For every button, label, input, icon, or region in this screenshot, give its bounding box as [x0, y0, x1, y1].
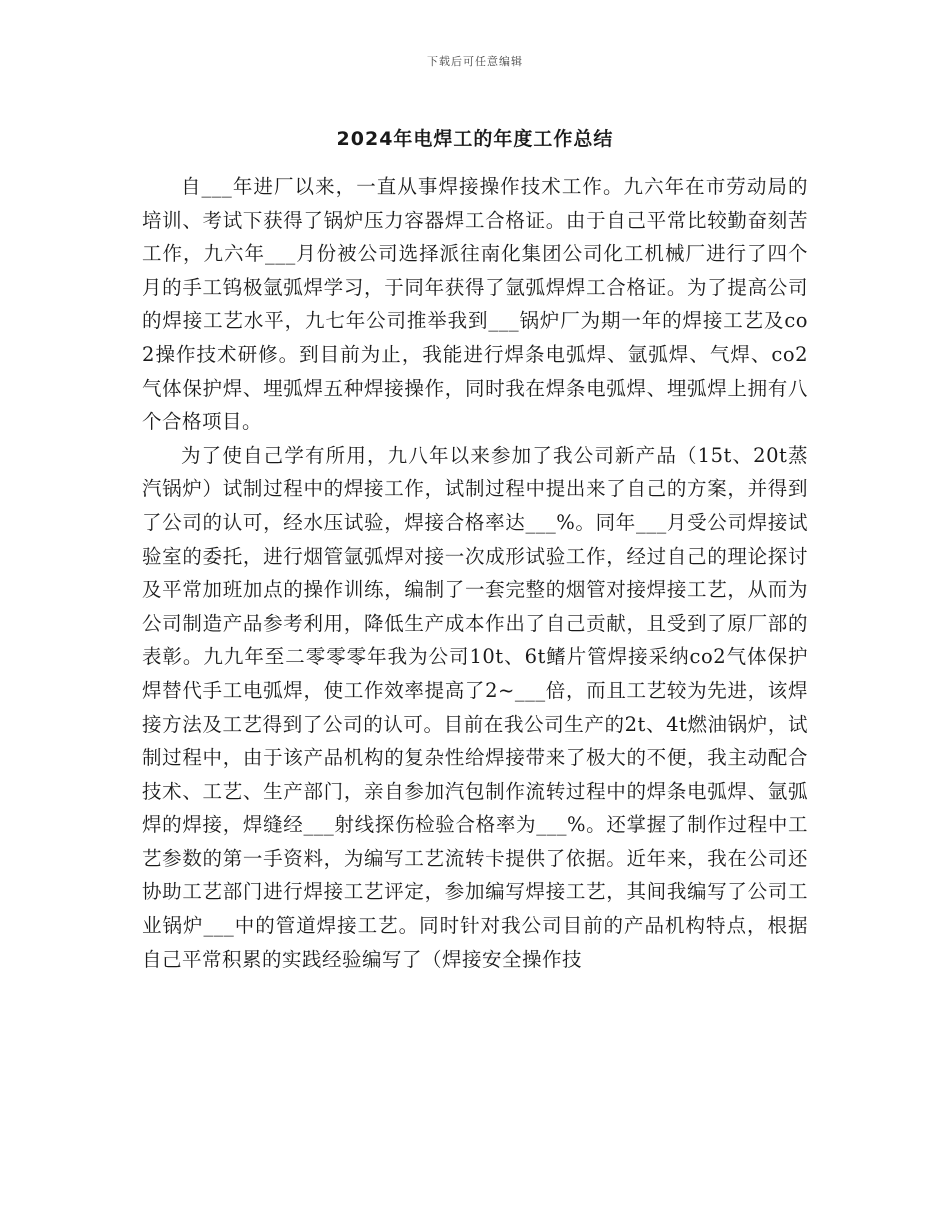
document-title: 2024年电焊工的年度工作总结 — [336, 128, 614, 150]
header-note: 下载后可任意编辑 — [427, 55, 523, 68]
paragraph-2: 为了使自己学有所用，九八年以来参加了我公司新产品（15t、20t蒸汽锅炉）试制过程中的焊接工作，试制过程中提出来了自己的方案，并得到了公司的认可，经水压试验，焊接合格率达___%。同年___月受公司焊接试验室的委托，进行烟管氩弧焊对接一次成形试验工作，经过自己的理论探讨及平常加班加点的操作训练，编制了一套完整的烟管对接焊接工艺，从而为公司制造产品参考利用，降低生产成本作出了自己贡献，且受到了原厂部的表彰。九九年至二零零零年我为公司10t、6t鳍片管焊接采纳co2气体保护焊替代手工电弧焊，使工作效率提高了2~___倍，而且工艺较为先进，该焊接方法及工艺得到了公司的认可。目前在我公司生产的2t、4t燃油锅炉，试制过程中，由于该产品机构的复杂性给焊接带来了极大的不便，我主动配合技术、工艺、生产部门，亲自参加汽包制作流转过程中的焊条电弧焊、氩弧焊的焊接，焊缝经___射线探伤检验合格率为___%。还掌握了制作过程中工艺参数的第一手资料，为编写工艺流转卡提供了依据。近年来，我在公司还协助工艺部门进行焊接工艺评定，参加编写焊接工艺，其间我编写了公司工业锅炉___中的管道焊接工艺。同时针对我公司目前的产品机构特点，根据自己平常积累的实践经验编写了（焊接安全操作技 — [142, 443, 808, 971]
paragraph-1: 自___年进厂以来，一直从事焊接操作技术工作。九六年在市劳动局的培训、考试下获得了锅炉压力容器焊工合格证。由于自己平常比较勤奋刻苦工作，九六年___月份被公司选择派往南化集团公司化工机械厂进行了四个月的手工钨极氩弧焊学习，于同年获得了氩弧焊焊工合格证。为了提高公司的焊接工艺水平，九七年公司推举我到___锅炉厂为期一年的焊接工艺及co2操作技术研修。到目前为止，我能进行焊条电弧焊、氩弧焊、气焊、co2气体保护焊、埋弧焊五种焊接操作，同时我在焊条电弧焊、埋弧焊上拥有八个合格项目。 — [142, 175, 808, 434]
document-body — [142, 170, 808, 976]
